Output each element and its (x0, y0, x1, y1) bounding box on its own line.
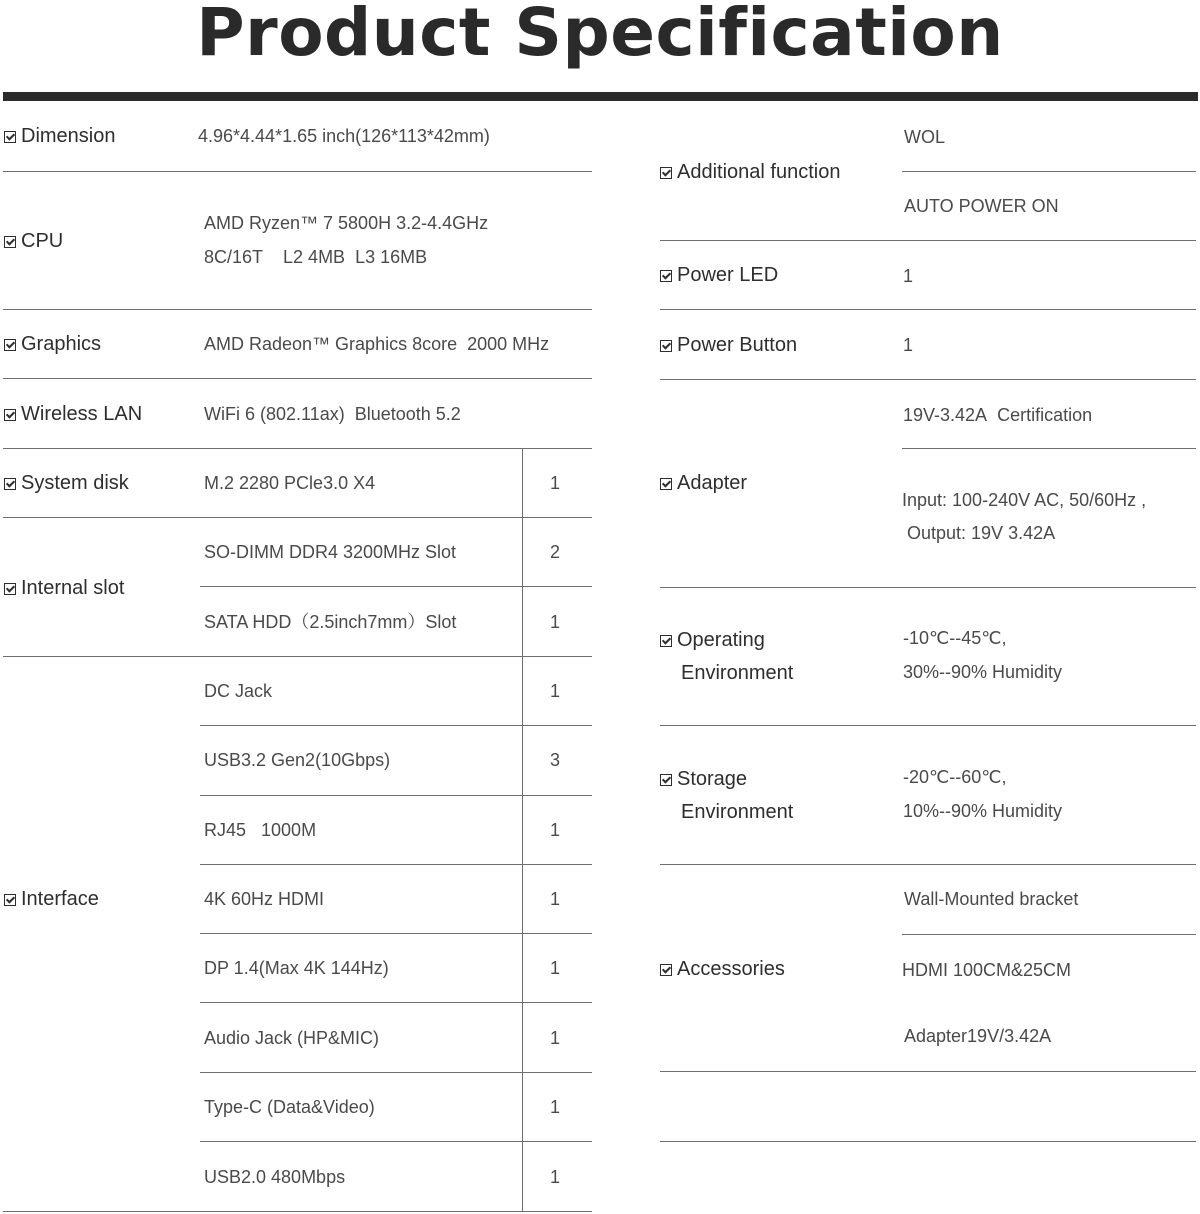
spec-label-text: Interface (21, 888, 99, 910)
spec-label-additional-function (660, 156, 840, 189)
spec-label-cpu (4, 225, 63, 258)
spec-value-power-button: 1 (903, 335, 914, 355)
spec-value-power-led: 1 (903, 266, 914, 286)
checkbox-icon (4, 409, 16, 421)
spec-qty-internal-slot: 2 (550, 542, 561, 562)
row-divider (3, 1211, 592, 1212)
spec-value-interface: Audio Jack (HP&MIC) (204, 1028, 380, 1048)
spec-qty-interface: 1 (550, 820, 561, 840)
checkbox-icon (4, 478, 16, 490)
row-divider (3, 517, 592, 518)
row-divider (660, 587, 1196, 588)
spec-qty-interface: 1 (550, 1028, 561, 1048)
spec-value-additional-function: AUTO POWER ON (904, 196, 1059, 216)
spec-label-text: Storage (677, 768, 748, 790)
row-divider (660, 240, 1196, 241)
spec-label-text: Power Button (677, 334, 798, 356)
checkbox-icon (4, 583, 16, 595)
row-divider (200, 1002, 592, 1003)
spec-value-cpu-line1: AMD Ryzen™ 7 5800H 3.2-4.4GHz (204, 213, 489, 233)
checkbox-icon (4, 894, 16, 906)
spec-label-wireless-lan (4, 398, 142, 431)
spec-label-text: CPU (21, 230, 64, 252)
row-divider (200, 795, 592, 796)
spec-qty-interface: 1 (550, 958, 561, 978)
spec-value-interface: DP 1.4(Max 4K 144Hz) (204, 958, 389, 978)
row-divider (902, 171, 1196, 172)
spec-value-wireless-lan: WiFi 6 (802.11ax) Bluetooth 5.2 (204, 404, 461, 424)
checkbox-icon (660, 478, 672, 490)
spec-label-operating-environment-line2: Environment (681, 662, 794, 684)
spec-label-text: System disk (21, 472, 129, 494)
checkbox-icon (4, 236, 16, 248)
spec-label-text: Power LED (677, 264, 779, 286)
spec-value-operating-temperature: -10℃--45℃, (903, 628, 1007, 648)
title-divider-bar (3, 92, 1198, 101)
row-divider (3, 656, 592, 657)
spec-qty-interface: 1 (550, 889, 561, 909)
checkbox-icon (4, 339, 16, 351)
spec-qty-interface: 1 (550, 681, 561, 701)
spec-value-operating-humidity: 30%--90% Humidity (903, 662, 1063, 682)
spec-label-text: Operating (677, 629, 765, 651)
spec-value-storage-humidity: 10%--90% Humidity (903, 801, 1063, 821)
spec-label-storage-environment-line2: Environment (681, 801, 794, 823)
row-divider (3, 378, 592, 379)
spec-value-additional-function: WOL (904, 127, 946, 147)
spec-label-text: Internal slot (21, 577, 125, 599)
spec-label-graphics (4, 328, 101, 361)
checkbox-icon (660, 270, 672, 282)
row-divider (200, 933, 592, 934)
spec-value-storage-temperature: -20℃--60℃, (903, 767, 1007, 787)
spec-label-text: Additional function (677, 161, 841, 183)
row-divider (660, 725, 1196, 726)
spec-label-interface (4, 883, 99, 916)
checkbox-icon (660, 635, 672, 647)
checkbox-icon (660, 167, 672, 179)
spec-value-dimension: 4.96*4.44*1.65 inch(126*113*42mm) (198, 126, 490, 146)
spec-value-interface: DC Jack (204, 681, 273, 701)
spec-label-internal-slot (4, 572, 124, 605)
checkbox-icon (660, 774, 672, 786)
spec-value-interface: USB3.2 Gen2(10Gbps) (204, 750, 391, 770)
spec-value-interface: USB2.0 480Mbps (204, 1167, 346, 1187)
checkbox-icon (660, 340, 672, 352)
spec-label-power-button (660, 329, 797, 362)
row-divider (200, 1072, 592, 1073)
spec-qty-interface: 1 (550, 1167, 561, 1187)
row-divider (902, 448, 1196, 449)
checkbox-icon (660, 964, 672, 976)
row-divider (660, 379, 1196, 380)
row-divider (660, 1071, 1196, 1072)
spec-label-text: Dimension (21, 125, 116, 147)
spec-label-text: Wireless LAN (21, 403, 143, 425)
spec-label-storage-environment (660, 763, 747, 796)
page-title: Product Specification (196, 0, 1004, 71)
spec-label-power-led (660, 259, 778, 292)
spec-value-interface: Type-C (Data&Video) (204, 1097, 375, 1117)
spec-label-dimension (4, 120, 115, 153)
spec-value-accessory: Adapter19V/3.42A (904, 1026, 1052, 1046)
spec-label-adapter (660, 467, 747, 500)
checkbox-icon (4, 131, 16, 143)
row-divider (200, 1141, 592, 1142)
row-divider (3, 309, 592, 310)
spec-value-interface: RJ45 1000M (204, 820, 317, 840)
row-divider (3, 448, 592, 449)
spec-value-internal-slot: SO-DIMM DDR4 3200MHz Slot (204, 542, 457, 562)
qty-column-divider (522, 449, 523, 1211)
spec-value-adapter-certification: 19V-3.42A Certification (903, 405, 1093, 425)
spec-qty-internal-slot: 1 (550, 612, 561, 632)
row-divider (200, 725, 592, 726)
spec-label-text: Graphics (21, 333, 102, 355)
spec-label-text: Adapter (677, 472, 748, 494)
row-divider (3, 171, 592, 172)
spec-qty-system-disk: 1 (550, 473, 561, 493)
spec-label-system-disk (4, 467, 129, 500)
spec-value-cpu-line2: 8C/16T L2 4MB L3 16MB (204, 247, 428, 267)
spec-value-graphics: AMD Radeon™ Graphics 8core 2000 MHz (204, 334, 550, 354)
spec-qty-interface: 3 (550, 750, 561, 770)
spec-value-system-disk: M.2 2280 PCle3.0 X4 (204, 473, 376, 493)
spec-value-interface: 4K 60Hz HDMI (204, 889, 325, 909)
spec-label-accessories (660, 953, 785, 986)
spec-value-accessory: HDMI 100CM&25CM (902, 960, 1072, 980)
row-divider (200, 586, 592, 587)
row-divider (660, 864, 1196, 865)
spec-label-operating-environment (660, 624, 765, 657)
row-divider (660, 1141, 1196, 1142)
row-divider (902, 934, 1196, 935)
spec-value-internal-slot: SATA HDD（2.5inch7mm）Slot (204, 612, 457, 632)
spec-value-accessory: Wall-Mounted bracket (904, 889, 1079, 909)
spec-qty-interface: 1 (550, 1097, 561, 1117)
spec-label-text: Accessories (677, 958, 785, 980)
spec-value-adapter-input: Input: 100-240V AC, 50/60Hz , (902, 490, 1147, 510)
spec-value-adapter-output: Output: 19V 3.42A (907, 523, 1056, 543)
row-divider (660, 309, 1196, 310)
row-divider (200, 864, 592, 865)
